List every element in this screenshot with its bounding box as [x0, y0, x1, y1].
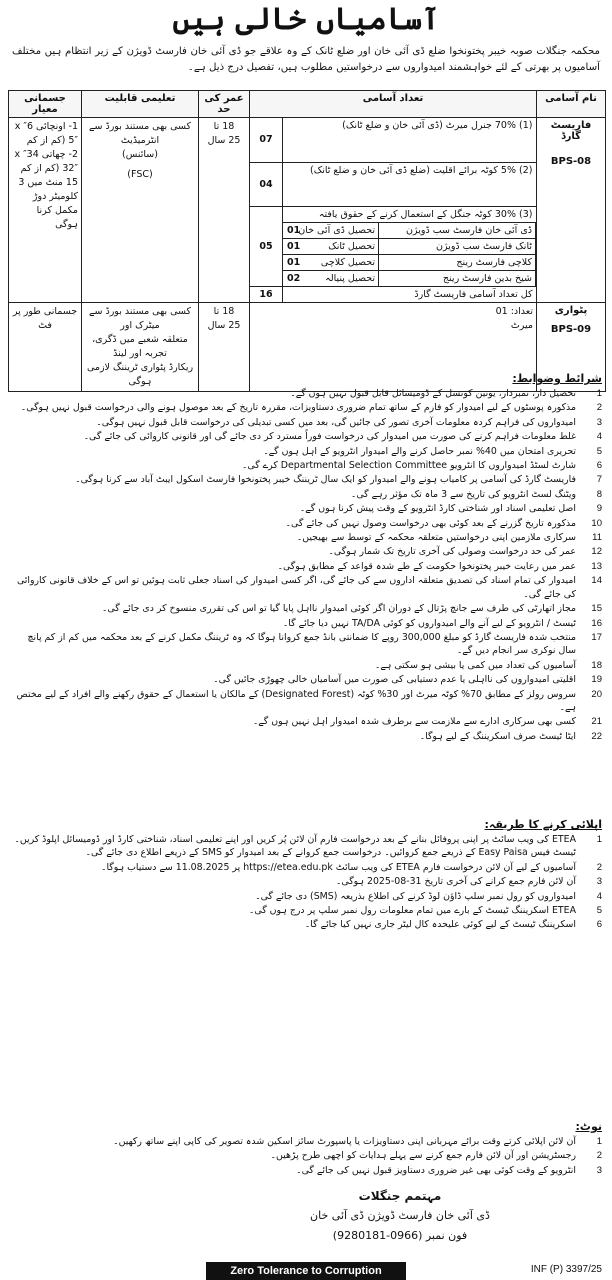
conditions-list — [10, 387, 602, 743]
condition-item-number: 10 — [591, 517, 602, 529]
condition-item-text: امیدواروں کی فراہم کردہ معلومات آخری تصور کی جائیں گی، بعد میں کسی تبدیلی کی درخواست قابل قبول نہیں ہوگی۔ — [96, 416, 576, 428]
condition-item — [10, 416, 602, 429]
signature-office: ڈی آئی خان فارسٹ ڈویژن ڈی آئی خان — [310, 1209, 490, 1222]
notes-list — [10, 1135, 602, 1177]
apply-step-item — [10, 918, 602, 931]
condition-item-number: 15 — [591, 603, 602, 615]
condition-item-text: سرکاری ملازمین اپنی درخواستیں متعلقہ محکمہ کے توسط سے بھیجیں۔ — [296, 532, 576, 544]
sub-division-count: 01 — [287, 256, 301, 268]
apply-step-item-text: آن لائن فارم جمع کرانے کی آخری تاریخ 31-08-2025 ہوگی۔ — [335, 876, 576, 888]
condition-item-text: تحریری امتحان میں 40% نمبر حاصل کرنے والے امیدوار انٹرویو کے اہل ہوں گے۔ — [263, 445, 576, 457]
condition-item-text: ویٹنگ لسٹ انٹرویو کی تاریخ سے 3 ماہ تک مؤثر رہے گی۔ — [350, 488, 576, 500]
condition-item — [10, 673, 602, 686]
condition-item — [10, 488, 602, 501]
sub-division-name: کلاچی فارسٹ رینج — [379, 254, 536, 270]
condition-item — [10, 602, 602, 615]
conditions-heading: شرائط وضوابط: — [512, 372, 602, 385]
note-item-text: انٹرویو کے وقت کوئی بھی غیر ضروری دستاویز قبول نہیں کی جائے گی۔ — [296, 1164, 576, 1176]
apply-step-item-number: 3 — [596, 876, 602, 888]
sub-division-tehsil: تحصیل کلاچی 01 — [283, 254, 379, 270]
notes-heading: نوٹ: — [575, 1120, 602, 1133]
condition-item-number: 16 — [591, 617, 602, 629]
forest-guard-physical: 1- اونچائی 6″ x 5″ (کم از کم 2- چھاتی 34″ x 32″ (کم از کم 15 منٹ میں 3 کلومیٹر دوڑ مکمل کرنا ہوگی — [9, 118, 82, 303]
condition-item — [10, 730, 602, 743]
apply-heading: اپلائی کرنے کا طریقہ: — [484, 818, 602, 831]
apply-step-item-text: اسکریننگ ٹیسٹ کے لیے کوئی علیحدہ کال لیٹر جاری نہیں کیا جائے گا۔ — [304, 919, 576, 931]
total-text: کل تعداد آسامی فاریسٹ گارڈ — [283, 286, 536, 302]
condition-item — [10, 659, 602, 672]
note-item — [10, 1135, 602, 1148]
condition-item-number: 20 — [591, 688, 602, 700]
apply-step-item-number: 6 — [596, 919, 602, 931]
condition-item — [10, 445, 602, 458]
condition-item — [10, 545, 602, 558]
inf-number: INF (P) 3397/25 — [530, 1264, 602, 1275]
apply-step-item-text: ETEA کی ویب سائٹ پر اپنی پروفائل بنانے کے بعد درخواست فارم آن لائن پُر کریں اور اپنے تعلیمی اسناد، شناختی کارڈ اور ڈومیسائل اپلوڈ کریں۔ ٹیسٹ فیس Easy Paisa کے ذریعے جمع کروائیں۔ درخواست جمع کروانے کے بعد امیدوار کو SMS کے ذریعے اطلاع دی جائے گی۔ — [14, 834, 576, 859]
apply-section — [10, 818, 602, 933]
condition-item-text: کسی بھی سرکاری ادارے سے ملازمت سے برطرف شدہ امیدوار اہل نہیں ہوں گے۔ — [252, 716, 576, 728]
signature-block — [300, 1186, 500, 1246]
sub-division-name: ٹانک فارسٹ سب ڈویژن — [379, 238, 536, 254]
apply-step-item — [10, 904, 602, 917]
notes-section — [10, 1120, 602, 1178]
quota-row-2-text: (2) 5% کوٹہ برائے اقلیت (ضلع ڈی آئی خان و ضلع ٹانک) — [283, 162, 536, 206]
condition-item-number: 21 — [591, 716, 602, 728]
zero-tolerance-banner: Zero Tolerance to Corruption — [206, 1262, 406, 1280]
sub-division-row — [250, 254, 536, 270]
condition-item-number: 14 — [591, 575, 602, 587]
header-count: تعداد آسامی — [250, 91, 537, 118]
apply-step-item — [10, 861, 602, 874]
patwari-physical: جسمانی طور پر فٹ — [9, 302, 82, 391]
patwari-name: پٹواری — [554, 304, 588, 316]
patwari-qualification: کسی بھی مستند بورڈ سے میٹرک اور متعلقہ شعبے میں ڈگری، تجربہ اور لینڈ ریکارڈ پٹواری ٹریننگ لازمی ہوگی — [82, 302, 199, 391]
condition-item-number: 18 — [591, 659, 602, 671]
condition-item-text: شارٹ لسٹڈ امیدواروں کا انٹرویو Departmental Selection Committee کرے گی۔ — [241, 460, 576, 472]
condition-item-text: غلط معلومات فراہم کرنے کی صورت میں امیدوار کی درخواست فوراً مسترد کر دی جائے گی اور قانونی کاروائی کی جائے گی۔ — [83, 431, 576, 443]
condition-item — [10, 715, 602, 728]
condition-item-text: ایٹا ٹیسٹ صرف اسکریننگ کے لیے ہوگا۔ — [419, 730, 576, 742]
condition-item-number: 7 — [596, 474, 602, 486]
condition-item — [10, 502, 602, 515]
forest-guard-name: فاریسٹ گارڈ — [550, 120, 592, 142]
apply-step-item — [10, 875, 602, 888]
apply-list — [10, 833, 602, 932]
header-post: نام آسامی — [537, 91, 606, 118]
condition-item-number: 19 — [591, 674, 602, 686]
condition-item-text: سروس رولز کے مطابق 70% کوٹہ میرٹ اور 30% کوٹہ (Designated Forest) کے مالکان یا استعمال کے حقوق رکھنے والے افراد کے لیے مختص ہے۔ — [16, 688, 576, 713]
condition-item-text: منتخب شدہ فاریسٹ گارڈ کو مبلغ 300,000 روپے کا ضمانتی بانڈ جمع کروانا ہوگا کہ وہ ٹریننگ مکمل کرنے کے بعد محکمہ میں کم از کم پانچ سال نوکری سر انجام دیں گے۔ — [27, 631, 576, 657]
condition-item-number: 2 — [596, 402, 602, 414]
forest-guard-row — [9, 118, 606, 303]
sub-division-count: 01 — [287, 224, 301, 236]
header-age: عمر کی حد — [199, 91, 250, 118]
condition-item-number: 4 — [596, 431, 602, 443]
forest-guard-count-table — [250, 118, 536, 302]
condition-item-text: اصل تعلیمی اسناد اور شناختی کارڈ انٹرویو کے وقت پیش کرنا ہوں گے۔ — [299, 503, 576, 515]
condition-item — [10, 473, 602, 486]
condition-item-text: آسامیوں کی تعداد میں کمی یا بیشی ہو سکتی ہے۔ — [374, 659, 576, 671]
condition-item-number: 1 — [596, 388, 602, 399]
quota-row-2-count: 04 — [250, 162, 283, 206]
signature-phone: فون نمبر (0966-9280181) — [332, 1229, 468, 1242]
condition-item — [10, 517, 602, 530]
apply-step-item-text: آسامیوں کے لیے آن لائن درخواست فارم ETEA کی ویب سائٹ https://etea.edu.pk پر 11.08.2025 سے دستیاب ہوگا۔ — [100, 861, 576, 873]
note-item-number: 3 — [596, 1164, 602, 1176]
vacancy-table — [8, 90, 606, 392]
footer — [0, 1262, 612, 1280]
condition-item-number: 13 — [591, 560, 602, 572]
sub-division-tehsil: تحصیل ڈی آئی خان 01 — [283, 222, 379, 238]
note-item-text: رجسٹریشن اور آن لائن فارم جمع کرنے سے پہلے ہدایات کو اچھی طرح پڑھیں۔ — [270, 1150, 576, 1162]
sub-division-tehsil: تحصیل ٹانک 01 — [283, 238, 379, 254]
note-item — [10, 1164, 602, 1177]
table-header-row — [9, 91, 606, 118]
note-item-number: 2 — [596, 1150, 602, 1162]
condition-item-text: عمر کی حد درخواست وصولی کی آخری تاریخ تک شمار ہوگی۔ — [328, 546, 576, 558]
patwari-count: تعداد: 01 میرٹ — [250, 302, 537, 391]
sub-division-count: 01 — [287, 240, 301, 252]
condition-item-number: 5 — [596, 445, 602, 457]
condition-item — [10, 574, 602, 601]
quota-row-3-count: 05 — [250, 206, 283, 286]
condition-item-text: امیدوار کی تمام اسناد کی تصدیق متعلقہ اداروں سے کی جائے گی، اگر کسی امیدوار کی اسناد جعلی ثابت ہوئیں تو اس کے خلاف قانونی کاروائی کی جائے گی۔ — [16, 575, 576, 600]
apply-step-item-number: 5 — [596, 905, 602, 917]
quota-row-3-text: (3) 30% کوٹہ جنگل کے استعمال کرنے کے حقوق یافتہ — [283, 206, 536, 222]
condition-item-number: 6 — [596, 460, 602, 472]
patwari-bps: BPS-09 — [550, 323, 592, 335]
quota-row-1-count: 07 — [250, 118, 283, 162]
condition-item-number: 8 — [596, 488, 602, 500]
condition-item — [10, 430, 602, 443]
sub-division-count: 02 — [287, 272, 301, 284]
patwari-age: 18 تا 25 سال — [199, 302, 250, 391]
total-count: 16 — [250, 286, 283, 302]
condition-item-text: مذکورہ تاریخ گزرنے کے بعد کوئی بھی درخواست وصول نہیں کی جائے گی۔ — [285, 517, 576, 529]
quota-row-1-text: (1) 70% جنرل میرٹ (ڈی آئی خان و ضلع ٹانک) — [283, 118, 536, 162]
sub-division-row — [250, 270, 536, 286]
note-item — [10, 1149, 602, 1162]
sub-division-row — [250, 222, 536, 238]
sub-division-tehsil: تحصیل پنیالہ 02 — [283, 270, 379, 286]
condition-item — [10, 459, 602, 472]
condition-item-text: اقلیتی امیدواروں کی نااہلی یا عدم دستیابی کی صورت میں آسامیاں خالی چھوڑی جائیں گی۔ — [213, 674, 576, 686]
apply-step-item-number: 4 — [596, 890, 602, 902]
forest-guard-bps: BPS-08 — [550, 156, 592, 167]
condition-item — [10, 631, 602, 658]
condition-item-number: 22 — [591, 730, 602, 742]
apply-step-item — [10, 890, 602, 903]
header-physical: جسمانی معیار — [9, 91, 82, 118]
condition-item — [10, 688, 602, 715]
forest-guard-count-cell — [250, 118, 537, 303]
condition-item-text: مذکورہ پوسٹوں کے لیے امیدوار کو فارم کے ساتھ تمام ضروری دستاویزات، مقررہ تاریخ کے بعد موصول ہونے والی درخواست قبول نہیں ہوگی۔ — [20, 402, 576, 414]
forest-guard-post-cell — [537, 118, 606, 303]
signature-title: مہتمم جنگلات — [358, 1189, 442, 1203]
conditions-section — [10, 372, 602, 744]
condition-item-number: 3 — [596, 416, 602, 428]
sub-division-row — [250, 238, 536, 254]
apply-step-item-number: 1 — [596, 834, 602, 845]
condition-item-text: فاریسٹ گارڈ کی آسامی پر کامیاب ہونے والے امیدوار کو ایک سال ٹریننگ خیبر پختونخوا فارسٹ اسکول ایبٹ آباد سے کرنا ہوگی۔ — [75, 474, 576, 486]
condition-item-text: تحصیل دار، نمبردار، یونین کونسل کے ڈومیسائل قابل قبول نہیں ہوں گے۔ — [290, 388, 576, 399]
condition-item — [10, 401, 602, 414]
note-item-text: آن لائن اپلائی کرتے وقت برائے مہربانی اپنی دستاویزات یا پاسپورٹ سائز اسکین شدہ تصویر کی کاپی اپنے ساتھ رکھیں۔ — [113, 1136, 576, 1147]
condition-item-text: ٹیسٹ / انٹرویو کے لیے آنے والے امیدواروں کو کوئی TA/DA نہیں دیا جائے گا۔ — [282, 617, 576, 629]
condition-item — [10, 617, 602, 630]
note-item-number: 1 — [596, 1136, 602, 1147]
condition-item — [10, 531, 602, 544]
condition-item — [10, 560, 602, 573]
apply-step-item — [10, 833, 602, 860]
intro-paragraph: محکمہ جنگلات صوبہ خیبر پختونخوا ضلع ڈی آئی خان اور ضلع ٹانک کے وہ علاقے جو ڈی آئی خان فارسٹ ڈویژن کے زیر انتظام ہیں مختلف آسامیوں پر بھرتی کے لئے خواہشمند امیدواروں سے درخواستیں مطلوب ہیں، تفصیل درج ذیل ہے۔ — [12, 46, 600, 73]
apply-step-item-text: امیدواروں کو رول نمبر سلپ ڈاؤن لوڈ کرنے کی اطلاع بذریعہ (SMS) دی جائے گی۔ — [255, 890, 576, 902]
condition-item-number: 11 — [592, 532, 602, 544]
forest-guard-age: 18 تا 25 سال — [199, 118, 250, 303]
header-qualification: تعلیمی قابلیت — [82, 91, 199, 118]
condition-item-number: 12 — [591, 546, 602, 558]
page-title: آسامیاں خالی ہیں — [172, 2, 440, 37]
sub-division-name: شیخ بدین فارسٹ رینج — [379, 270, 536, 286]
condition-item-number: 17 — [591, 631, 602, 643]
apply-step-item-text: ETEA اسکریننگ ٹیسٹ کے بارے میں تمام معلومات رول نمبر سلپ پر درج ہوں گی۔ — [248, 905, 576, 917]
apply-step-item-number: 2 — [596, 861, 602, 873]
forest-guard-qualification: کسی بھی مستند بورڈ سے انٹرمیڈیٹ (سائنس) (FSC) — [82, 118, 199, 303]
sub-division-name: ڈی آئی خان فارسٹ سب ڈویژن — [379, 222, 536, 238]
condition-item-text: عمر میں رعایت خیبر پختونخوا حکومت کے طے شدہ قواعد کے مطابق ہوگی۔ — [277, 560, 576, 572]
condition-item — [10, 387, 602, 400]
condition-item-text: مجاز اتھارٹی کی طرف سے جانچ پڑتال کے دوران اگر کوئی امیدوار نااہل پایا گیا تو اس کی تقرری منسوخ کر دی جائے گی۔ — [101, 603, 576, 615]
condition-item-number: 9 — [596, 503, 602, 515]
